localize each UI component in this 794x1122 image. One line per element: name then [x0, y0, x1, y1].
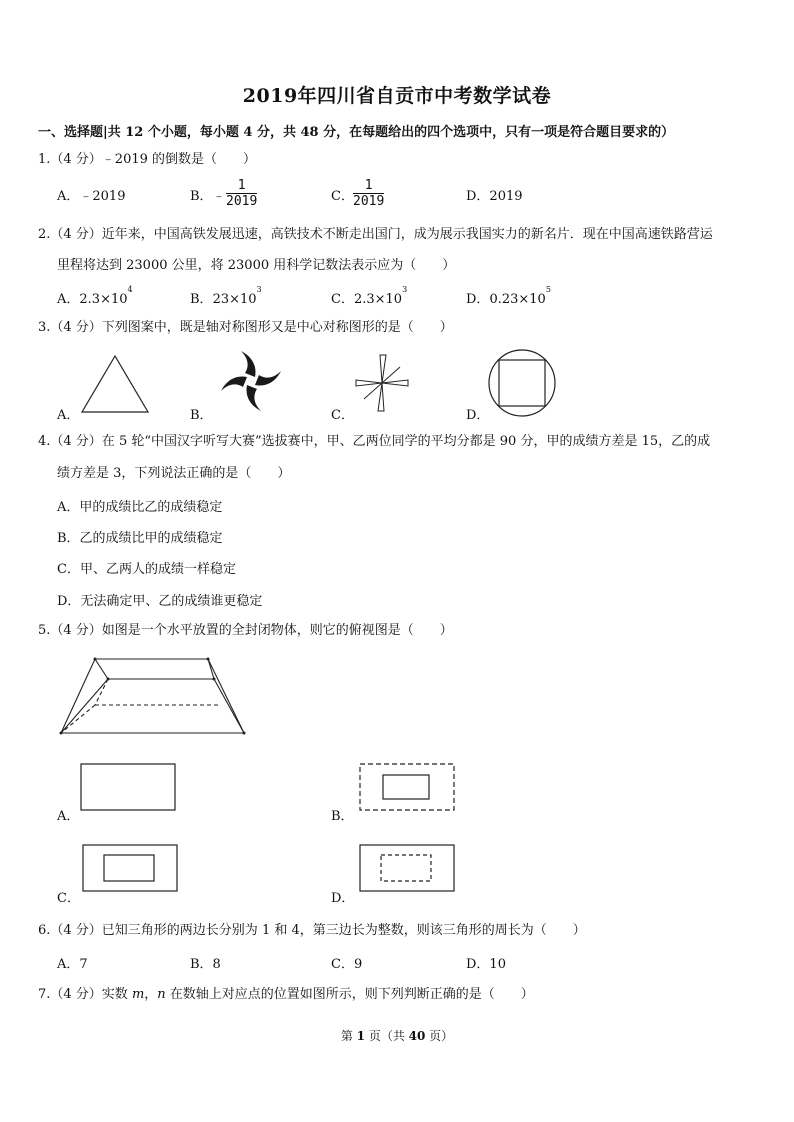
- q6-option-d: D．10: [466, 957, 506, 972]
- question-6-stem: 6.（4 分）已知三角形的两边长分别为 1 和 4，第三边长为整数，则该三角形的周长为（ ）: [38, 923, 586, 938]
- q5-option-a-label: A．: [57, 809, 80, 824]
- q5-option-d-label: D．: [331, 891, 355, 906]
- q2-option-b: B．$23\times 10^3$: [190, 285, 262, 307]
- q1-c-denominator: 2019: [353, 194, 385, 209]
- footer-page-number: 1: [356, 1029, 365, 1043]
- q3-pinwheel-figure: [217, 347, 285, 415]
- q1-option-a: A．﹣2019: [57, 189, 126, 204]
- footer-total-pages: 40: [408, 1029, 426, 1043]
- q3-circle-square-figure: [487, 348, 557, 418]
- q1-option-c-fraction: [353, 178, 384, 209]
- question-4-stem-line1: 4.（4 分）在 5 轮“中国汉字听写大赛”选拔赛中，甲、乙两位同学的平均分都是 90 分，甲的成绩方差是 15，乙的成: [38, 434, 711, 449]
- page-footer: 第 1 页（共 40 页）: [340, 1029, 454, 1043]
- q1-option-b-label: B．﹣: [190, 189, 226, 204]
- q4-option-c: C．甲、乙两人的成绩一样稳定: [57, 562, 236, 577]
- q5-prism-figure: [58, 655, 248, 737]
- q4-option-d: D．无法确定甲、乙的成绩谁更稳定: [57, 594, 263, 609]
- q7-var-n: n: [157, 987, 166, 1002]
- q3-option-c-label: C．: [331, 408, 354, 423]
- q1-b-numerator: 1: [226, 178, 257, 194]
- q1-b-denominator: 2019: [226, 194, 258, 209]
- q2-option-d: D．$0.23\times 10^5$: [466, 285, 551, 307]
- q6-option-c: C．9: [331, 957, 363, 972]
- q3-option-d-label: D．: [466, 408, 490, 423]
- question-2-stem-line2: 里程将达到 23000 公里，将 23000 用科学记数法表示应为（ ）: [57, 258, 456, 273]
- q4-option-b: B．乙的成绩比甲的成绩稳定: [57, 531, 223, 546]
- q1-option-d: D．2019: [466, 189, 523, 204]
- q5-option-b-label: B．: [331, 809, 354, 824]
- question-1-stem: 1.（4 分）﹣2019 的倒数是（ ）: [38, 152, 257, 167]
- question-3-stem: 3.（4 分）下列图案中，既是轴对称图形又是中心对称图形的是（ ）: [38, 320, 453, 335]
- q3-option-a-label: A．: [57, 408, 80, 423]
- question-2-stem-line1: 2.（4 分）近年来，中国高铁发展迅速，高铁技术不断走出国门，成为展示我国实力的新名片．现在中国高速铁路营运: [38, 227, 713, 242]
- q2-option-c: C．$2.3\times 10^3$: [331, 285, 408, 307]
- page-title: 2019年四川省自贡市中考数学试卷: [242, 85, 552, 107]
- q1-option-c-label: C．: [331, 189, 354, 204]
- q5-option-c-figure: [81, 843, 181, 895]
- q3-windmill-figure: [354, 353, 410, 413]
- q1-c-numerator: 1: [353, 178, 384, 194]
- question-5-stem: 5.（4 分）如图是一个水平放置的全封闭物体，则它的俯视图是（ ）: [38, 623, 453, 638]
- q5-option-a-figure: [79, 762, 179, 814]
- q6-option-a: A．7: [57, 957, 88, 972]
- q3-triangle-figure: [80, 354, 150, 414]
- q5-option-b-figure: [358, 762, 458, 814]
- q4-option-a: A．甲的成绩比乙的成绩稳定: [57, 500, 223, 515]
- q2-option-a: A．$2.3\times 10^4$: [57, 285, 133, 307]
- q5-option-d-figure: [358, 843, 458, 895]
- q7-var-m: m: [131, 987, 145, 1002]
- q3-option-b-label: B．: [190, 408, 213, 423]
- question-7-stem: 7.（4 分）实数 m，n 在数轴上对应点的位置如图所示，则下列判断正确的是（ ）: [38, 987, 534, 1002]
- q5-option-c-label: C．: [57, 891, 80, 906]
- q6-option-b: B．8: [190, 957, 221, 972]
- q1-option-b-fraction: [226, 178, 257, 209]
- question-4-stem-line2: 绩方差是 3，下列说法正确的是（ ）: [57, 466, 291, 481]
- section-heading: 一、选择题|共 12 个小题，每小题 4 分，共 48 分，在每题给出的四个选项中，只有一项是符合题目要求的）: [38, 125, 675, 140]
